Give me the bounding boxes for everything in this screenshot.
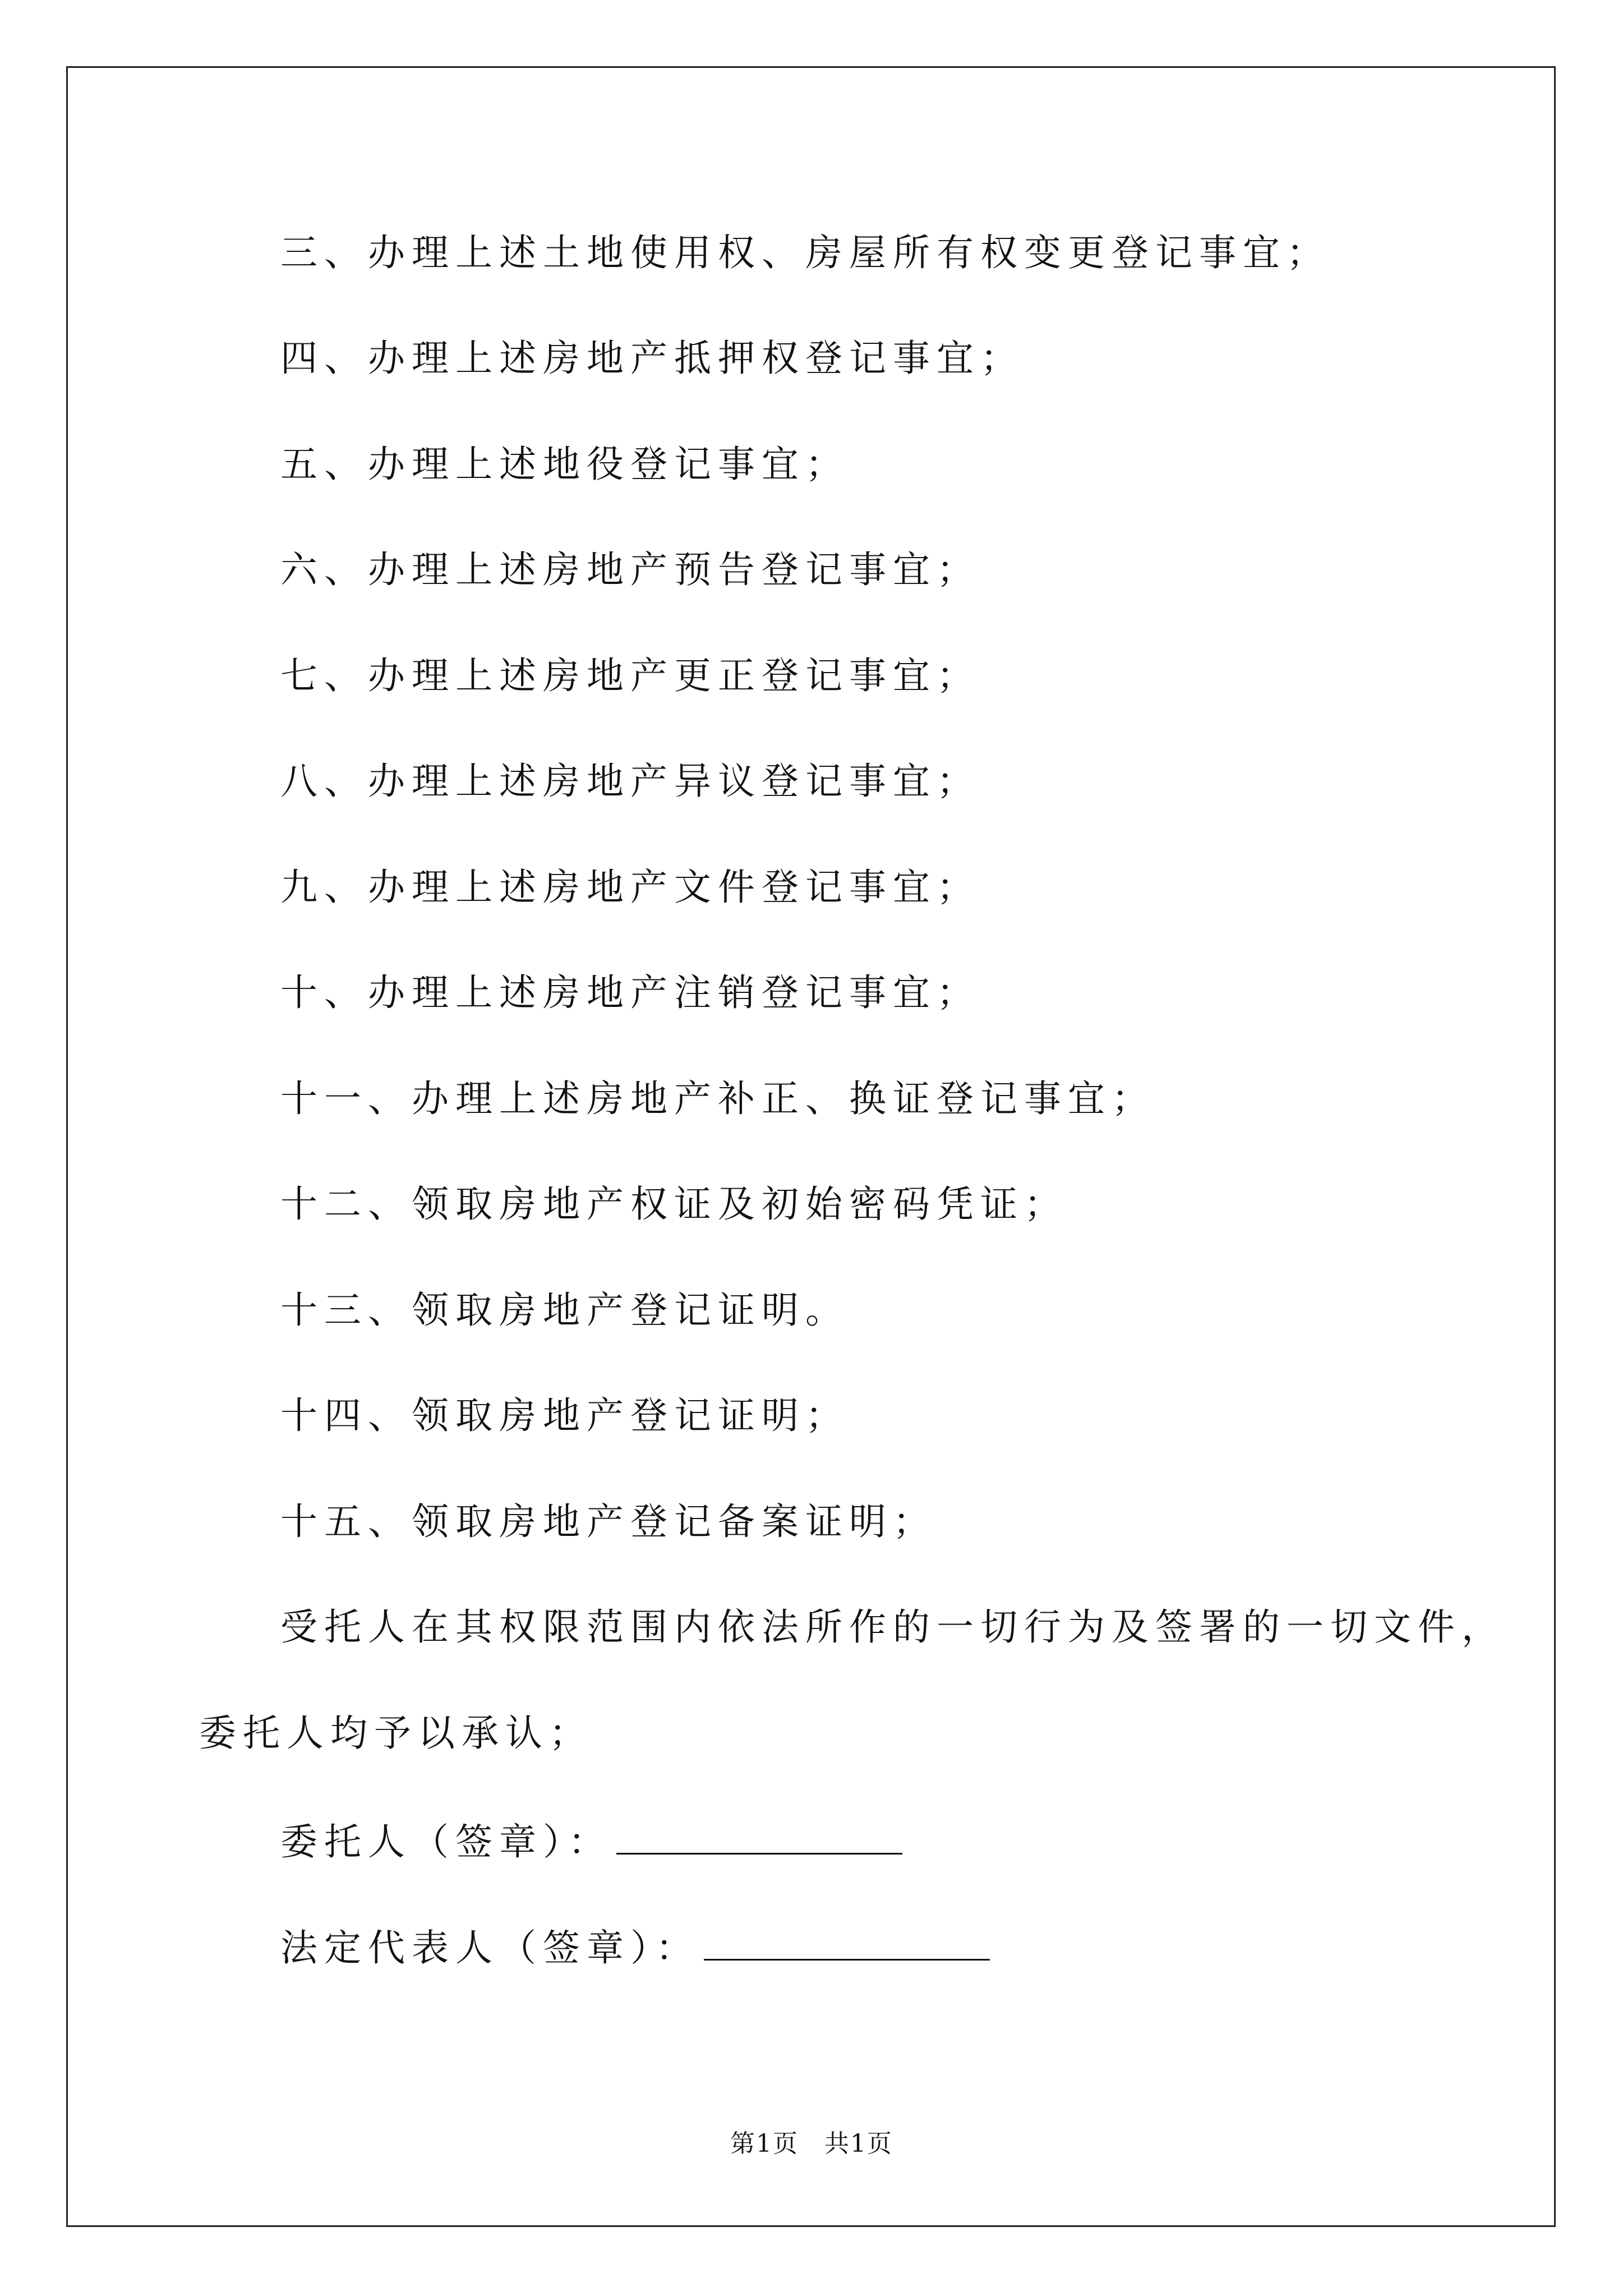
paragraph-line-1: 受托人在其权限范围内依法所作的一切行为及签署的一切文件， <box>280 1605 1505 1649</box>
list-item: 十五、领取房地产登记备案证明； <box>280 1500 937 1543</box>
list-item: 五、办理上述地役登记事宜； <box>280 443 849 486</box>
page-footer: 第1页 共1页 <box>730 2129 893 2158</box>
legal-rep-signature-blank <box>704 1926 990 1961</box>
legal-rep-signature-line <box>280 1926 990 1970</box>
list-item: 三、办理上述土地使用权、房屋所有权变更登记事宜； <box>280 231 1330 274</box>
list-item: 九、办理上述房地产文件登记事宜； <box>280 866 980 909</box>
list-item: 四、办理上述房地产抵押权登记事宜； <box>280 337 1024 380</box>
list-item: 十一、办理上述房地产补正、换证登记事宜； <box>280 1077 1155 1120</box>
principal-signature-label: 委托人（签章）： <box>280 1820 612 1864</box>
list-item: 十二、领取房地产权证及初始密码凭证； <box>280 1182 1068 1226</box>
list-item: 十三、领取房地产登记证明。 <box>280 1289 849 1332</box>
list-item: 八、办理上述房地产异议登记事宜； <box>280 760 980 803</box>
list-item: 六、办理上述房地产预告登记事宜； <box>280 548 980 591</box>
list-item: 十、办理上述房地产注销登记事宜； <box>280 971 980 1014</box>
principal-signature-blank <box>616 1820 902 1855</box>
page-border <box>66 66 1556 2227</box>
principal-signature-line <box>280 1820 902 1864</box>
list-item: 十四、领取房地产登记证明； <box>280 1394 849 1437</box>
paragraph-line-2: 委托人均予以承认； <box>199 1711 593 1755</box>
legal-rep-signature-label: 法定代表人（签章）： <box>280 1926 699 1970</box>
list-item: 七、办理上述房地产更正登记事宜； <box>280 654 980 697</box>
